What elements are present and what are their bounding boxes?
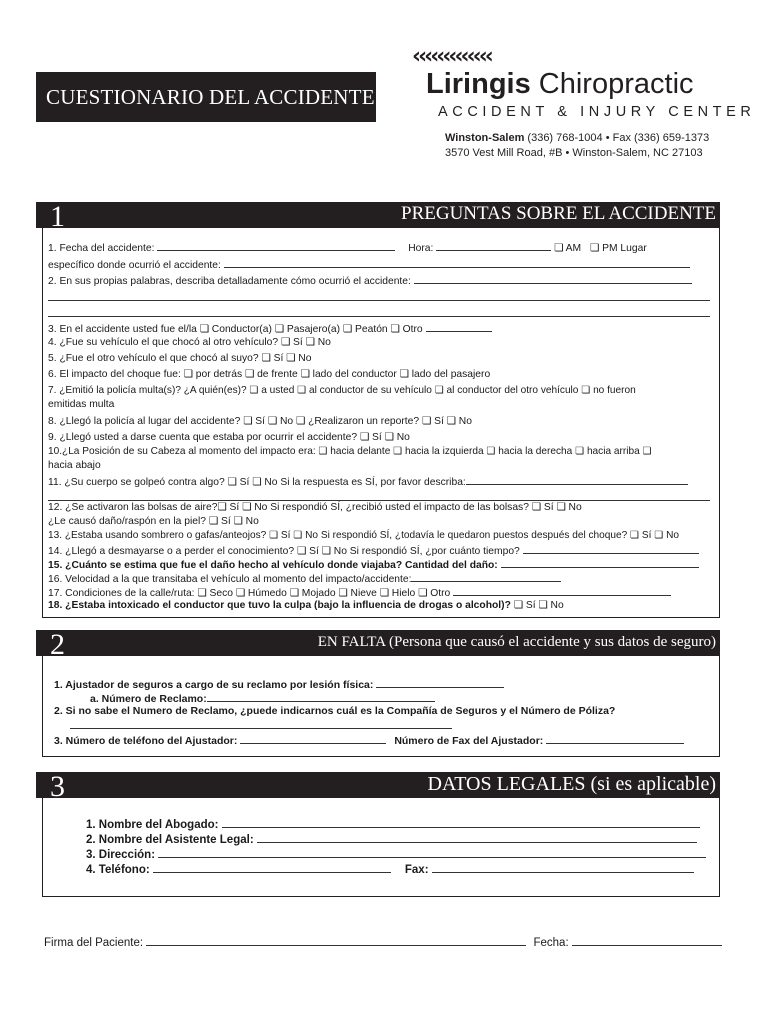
brand-subtitle: ACCIDENT & INJURY CENTER bbox=[438, 104, 756, 120]
section-2-title: EN FALTA (Persona que causó el accidente y sus datos de seguro) bbox=[317, 634, 716, 650]
q1-label: 1. Fecha del accidente: bbox=[48, 243, 155, 254]
q18-label: 18. ¿Estaba intoxicado el conductor que tuvo la culpa (bajo la influencia de drogas o alcohol)? bbox=[48, 600, 511, 611]
section-3-title: DATOS LEGALES (si es aplicable) bbox=[427, 773, 716, 795]
q1-place-line bbox=[48, 257, 690, 272]
s3-f2-line bbox=[86, 832, 697, 847]
section-3-header bbox=[36, 770, 720, 803]
attorney-name-field[interactable] bbox=[222, 817, 700, 828]
section-1-number: 1 bbox=[50, 200, 65, 233]
am-checkbox[interactable]: ❏ AM bbox=[554, 243, 582, 254]
q9-line: 9. ¿Llegó usted a darse cuenta que estaba por ocurrir el accidente? ❏ Sí ❏ No bbox=[48, 432, 410, 443]
time-field[interactable] bbox=[436, 240, 551, 251]
s3-f2-label: 2. Nombre del Asistente Legal: bbox=[86, 834, 254, 846]
contact-address: 3570 Vest Mill Road, #B • Winston-Salem, NC 27103 bbox=[445, 147, 703, 159]
q17-line bbox=[48, 585, 671, 600]
q5-line: 5. ¿Fue el otro vehículo el que chocó al suyo? ❏ Sí ❏ No bbox=[48, 353, 312, 364]
q12-line-cont: ¿Le causó daño/raspón en la piel? ❏ Sí ❏ No bbox=[48, 516, 259, 527]
section-3-number: 3 bbox=[50, 770, 65, 803]
brand-rest: Chiropractic bbox=[530, 68, 694, 100]
s3-fax-label: Fax: bbox=[404, 864, 429, 876]
s3-f3-line bbox=[86, 847, 706, 862]
signature-field[interactable] bbox=[146, 935, 526, 946]
contact-city: Winston-Salem bbox=[445, 132, 525, 144]
adjuster-field[interactable] bbox=[376, 677, 504, 688]
q7-line-cont: emitidas multa bbox=[48, 399, 115, 410]
section-1-title: PREGUNTAS SOBRE EL ACCIDENTE bbox=[401, 203, 716, 224]
q17-label: 17. Condiciones de la calle/ruta: ❏ Seco ❏ Húmedo ❏ Mojado ❏ Nieve ❏ Hielo ❏ Otro bbox=[48, 588, 451, 599]
description-line-2[interactable] bbox=[48, 300, 710, 301]
q3-other-field[interactable] bbox=[426, 321, 492, 332]
contact-phones: (336) 768-1004 • Fax (336) 659-1373 bbox=[524, 132, 710, 144]
q3-line bbox=[48, 321, 492, 336]
q11-line bbox=[48, 474, 688, 489]
date-field[interactable] bbox=[157, 240, 395, 251]
s3-f1-label: 1. Nombre del Abogado: bbox=[86, 819, 219, 831]
brand-bold: Liringis bbox=[426, 68, 531, 100]
s3-f3-label: 3. Dirección: bbox=[86, 849, 156, 861]
description-field[interactable] bbox=[414, 273, 692, 284]
q1-line bbox=[48, 240, 647, 255]
pm-checkbox[interactable]: ❏ PM Lugar bbox=[590, 243, 647, 254]
s2-q3-fax-label: Número de Fax del Ajustador: bbox=[394, 735, 544, 747]
q17-field[interactable] bbox=[453, 585, 671, 596]
q16-field[interactable] bbox=[411, 571, 561, 582]
s3-f1-line bbox=[86, 817, 700, 832]
q11-label: 11. ¿Su cuerpo se golpeó contra algo? ❏ Sí ❏ No Si la respuesta es SÍ, por favor describa: bbox=[48, 477, 466, 488]
section-2-number: 2 bbox=[50, 628, 65, 661]
s2-q1a-line bbox=[90, 691, 435, 706]
q4-line: 4. ¿Fue su vehículo el que chocó al otro vehículo? ❏ Sí ❏ No bbox=[48, 337, 331, 348]
s2-q3-line bbox=[54, 733, 684, 748]
s3-f4-line bbox=[86, 862, 694, 877]
brand-name bbox=[426, 68, 694, 101]
q8-line: 8. ¿Llegó la policía al lugar del accidente? ❏ Sí ❏ No ❏ ¿Realizaron un reporte? ❏ Sí ❏ No bbox=[48, 416, 472, 427]
q15-field[interactable] bbox=[501, 557, 699, 568]
q16-label: 16. Velocidad a la que transitaba el vehículo al momento del impacto/accidente: bbox=[48, 574, 412, 585]
contact-info bbox=[445, 131, 709, 161]
s2-q1-label: 1. Ajustador de seguros a cargo de su reclamo por lesión física: bbox=[54, 679, 374, 691]
date-label: Fecha: bbox=[533, 937, 569, 949]
signature-line bbox=[44, 935, 722, 950]
q14-label: 14. ¿Llegó a desmayarse o a perder el conocimiento? ❏ Sí ❏ No Si respondió SÍ, ¿por cuánto tiempo? bbox=[48, 546, 520, 557]
fax-field[interactable] bbox=[432, 862, 694, 873]
s2-q3-label: 3. Número de teléfono del Ajustador: bbox=[54, 735, 238, 747]
section-2-header bbox=[36, 628, 720, 661]
section-1-header bbox=[36, 200, 720, 233]
insurance-policy-field[interactable] bbox=[70, 728, 452, 729]
q13-line: 13. ¿Estaba usando sombrero o gafas/anteojos? ❏ Sí ❏ No Si respondió SÍ, ¿todavía le quedaron puestos después del choque? ❏ Sí ❏ No bbox=[48, 530, 679, 541]
phone-field[interactable] bbox=[153, 862, 391, 873]
claim-number-field[interactable] bbox=[207, 691, 435, 702]
adjuster-fax-field[interactable] bbox=[546, 733, 684, 744]
q10-line: 10.¿La Posición de su Cabeza al momento del impacto era: ❏ hacia delante ❏ hacia la izquierda ❏ hacia la derecha ❏ hacia arriba ❏ bbox=[48, 446, 652, 457]
q6-line: 6. El impacto del choque fue: ❏ por detrás ❏ de frente ❏ lado del conductor ❏ lado del pasajero bbox=[48, 369, 491, 380]
address-field[interactable] bbox=[158, 847, 706, 858]
q2-line bbox=[48, 273, 692, 288]
q18-line bbox=[48, 599, 564, 612]
q1-place-label: específico donde ocurrió el accidente: bbox=[48, 260, 221, 271]
form-title: CUESTIONARIO DEL ACCIDENTE bbox=[36, 72, 376, 122]
q15-line bbox=[48, 557, 699, 572]
legal-assistant-field[interactable] bbox=[257, 832, 697, 843]
q11-field[interactable] bbox=[466, 474, 688, 485]
q15-label: 15. ¿Cuánto se estima que fue el daño hecho al vehículo donde viajaba? Cantidad del daño: bbox=[48, 560, 498, 571]
signature-label: Firma del Paciente: bbox=[44, 937, 144, 949]
q14-field[interactable] bbox=[523, 543, 699, 554]
q10-line-cont: hacia abajo bbox=[48, 460, 101, 471]
s2-q2-line: 2. Si no sabe el Numero de Reclamo, ¿puede indicarnos cuál es la Compañía de Seguros y el Número de Póliza? bbox=[54, 705, 616, 717]
s2-q1-line bbox=[54, 677, 504, 692]
chevron-logo-icon: ‹‹‹‹‹‹‹‹‹‹‹‹‹ bbox=[412, 44, 491, 69]
q3-label: 3. En el accidente usted fue el/la ❏ Conductor(a) ❏ Pasajero(a) ❏ Peatón ❏ Otro bbox=[48, 324, 423, 335]
q1-hora-label: Hora: bbox=[408, 243, 434, 254]
q16-line bbox=[48, 571, 561, 586]
q7-line: 7. ¿Emitió la policía multa(s)? ¿A quién(es)? ❏ a usted ❏ al conductor de su vehículo ❏ al conductor del otro vehículo ❏ no fueron bbox=[48, 385, 636, 396]
s2-q1a-label: a. Número de Reclamo: bbox=[90, 693, 207, 705]
q2-label: 2. En sus propias palabras, describa detalladamente cómo ocurrió el accidente: bbox=[48, 276, 411, 287]
q18-options[interactable]: ❏ Sí ❏ No bbox=[510, 600, 564, 611]
q12-line: 12. ¿Se activaron las bolsas de aire?❏ Sí ❏ No Si respondió SÍ, ¿recibió usted el impacto de las bolsas? ❏ Sí ❏ No bbox=[48, 502, 582, 513]
adjuster-phone-field[interactable] bbox=[240, 733, 386, 744]
s3-f4-label: 4. Teléfono: bbox=[86, 864, 150, 876]
description-line-3[interactable] bbox=[48, 316, 710, 317]
place-field[interactable] bbox=[224, 257, 690, 268]
q14-line bbox=[48, 543, 699, 558]
signature-date-field[interactable] bbox=[572, 935, 722, 946]
